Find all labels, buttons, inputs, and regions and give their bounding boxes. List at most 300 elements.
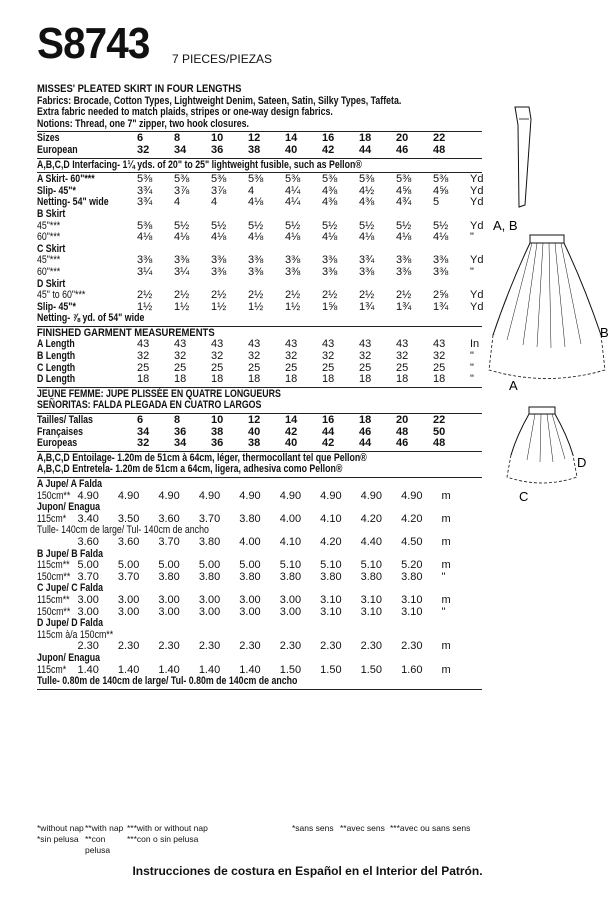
table-row [37,174,500,186]
table-cell: 5⅜ [137,219,153,232]
table-cell: 4.90 [77,489,99,502]
row-label: 115cm à/a 150cm** [37,628,114,641]
table-cell: 2.30 [198,640,221,653]
table-cell: 25 [396,361,409,374]
table-cell: 3.60 [158,512,180,525]
table-cell: 3.00 [239,593,261,606]
unit-cell: " [470,265,474,278]
table-cell: 2.30 [360,640,383,653]
yardage-table [37,174,500,313]
table-cell: 3.10 [401,605,423,618]
table-cell: 25 [285,361,298,374]
table-cell: 43 [285,338,298,351]
table-cell: 38 [211,425,224,438]
table-cell: 36 [174,425,187,438]
finished-table [37,339,500,385]
table-cell: 4⅛ [322,231,338,244]
table-row [37,209,500,221]
table-row [37,653,482,665]
unit-cell: " [470,350,474,363]
table-cell: 3.10 [320,605,342,618]
table-cell: 4.90 [401,489,423,502]
row-label: C Length [37,361,76,374]
table-cell: 1.40 [239,663,261,676]
table-cell: 1½ [137,300,153,313]
row-label: 150cm** [37,570,71,583]
footnote: **avec sens [340,823,385,833]
table-cell: 2⅝ [433,289,449,302]
pattern-number: S8743 [37,19,150,68]
table-cell: 10 [211,132,224,145]
row-label: Netting- 54" wide [37,196,109,209]
table-cell: 4⅜ [322,184,338,197]
row-label: 60"*** [37,265,61,278]
table-cell: 5⅜ [359,173,375,186]
table-cell: 50 [433,425,446,438]
table-cell: 4.10 [320,512,342,525]
table-cell: 18 [285,373,298,386]
unit-cell: " [441,570,446,583]
table-cell: 8 [174,132,181,145]
unit-cell: Yd [470,219,484,232]
table-row [37,197,500,209]
table-cell: 4.20 [401,512,423,525]
row-label: Françaises [37,425,83,438]
row-label: 115cm** [37,593,70,606]
unit-cell: m [441,535,451,548]
metric-yardage-table [37,479,482,676]
unit-cell: Yd [470,254,484,267]
row-label: 45" to 60"*** [37,289,86,302]
row-label: D Jupe/ D Falda [37,617,104,630]
fabrics-note: Extra fabric needed to match plaids, stripes or one-way design fabrics. [37,106,333,119]
table-cell: 5.00 [117,559,140,572]
table-cell: 3¾ [137,196,153,209]
table-cell: 43 [322,338,335,351]
table-row [37,607,482,619]
table-cell: 1.40 [198,663,221,676]
table-cell: 5⅜ [285,173,301,186]
table-cell: 3⅜ [433,265,449,278]
row-label: 115cm** [37,559,70,572]
table-cell: 3.50 [117,512,140,525]
table-cell: 4¼ [285,184,301,197]
table-cell: 1¾ [396,300,412,313]
table-cell: 16 [322,132,335,145]
table-cell: 5½ [359,219,375,232]
table-row [37,560,482,572]
table-cell: 3⅜ [248,254,264,267]
table-cell: 1.40 [77,663,99,676]
table-cell: 46 [396,437,409,450]
table-row [37,232,500,244]
table-cell: 4½ [359,184,375,197]
unit-cell: Yd [470,196,484,209]
table-cell: 4.90 [320,489,342,502]
table-cell: 43 [433,338,446,351]
table-cell: 38 [248,437,261,450]
table-cell: 5.00 [77,559,99,572]
table-cell: 3⅜ [396,265,412,278]
table-cell: 25 [211,361,224,374]
table-cell: 4 [248,184,255,197]
row-label: D Length [37,373,76,386]
table-cell: 32 [137,350,150,363]
unit-cell: " [470,373,474,386]
table-cell: 4⅛ [396,231,412,244]
table-cell: 3.70 [198,512,221,525]
table-cell: 5.00 [158,559,180,572]
table-cell: 3¼ [174,265,190,278]
table-cell: 1½ [285,300,301,313]
table-cell: 3.10 [360,593,383,606]
table-cell: 10 [211,414,224,427]
footnotes-en [37,823,482,834]
unit-cell: m [441,559,451,572]
table-cell: 3.00 [158,593,180,606]
table-cell: 3¼ [137,265,153,278]
table-cell: 3⅜ [137,254,153,267]
table-cell: 18 [396,373,409,386]
table-cell: 4⅜ [322,196,338,209]
unit-cell: m [441,512,451,525]
table-cell: 3.10 [320,593,342,606]
table-cell: 1½ [211,300,227,313]
table-cell: 3.80 [401,570,423,583]
header [37,19,273,82]
table-cell: 3.60 [77,535,99,548]
table-cell: 25 [359,361,372,374]
row-label: 60"*** [37,231,61,244]
row-label: Slip- 45"* [37,300,76,313]
table-cell: 4¼ [285,196,301,209]
table-cell: 22 [433,132,446,145]
unit-cell: Yd [470,173,484,186]
table-cell: 43 [137,338,150,351]
row-label: European [37,143,78,156]
unit-cell: Yd [470,184,484,197]
table-cell: 2½ [211,289,227,302]
table-cell: 20 [396,132,409,145]
table-row [37,572,482,584]
row-label: 45"*** [37,219,61,232]
skirt-illustrations [485,95,610,515]
table-row [37,537,482,549]
table-cell: 3⅜ [322,265,338,278]
table-cell: 1¾ [433,300,449,313]
europeas-row [37,438,500,450]
sizes-row [37,133,500,145]
table-row [37,267,500,279]
unit-cell: Yd [470,300,484,313]
table-cell: 2½ [396,289,412,302]
table-cell: 32 [248,350,261,363]
footnotes [37,823,482,856]
long-skirt-illustration [489,235,605,379]
label-d: D [577,455,587,470]
table-cell: 5½ [174,219,190,232]
table-cell: 4.20 [360,512,383,525]
row-label: D Skirt [37,277,66,290]
table-cell: 3⅜ [433,254,449,267]
table-cell: 1.50 [360,663,383,676]
table-cell: 5½ [285,219,301,232]
table-cell: 3.80 [198,535,221,548]
table-cell: 46 [396,143,409,156]
table-cell: 32 [433,350,446,363]
row-label: Europeas [37,437,78,450]
spanish-title: SEÑORITAS: FALDA PLEGADA EN CUATRO LARGOS [37,399,262,412]
table-cell: 5½ [322,219,338,232]
row-label: 150cm** [37,489,71,502]
table-cell: 42 [322,143,335,156]
table-cell: 25 [248,361,261,374]
table-cell: 32 [322,350,335,363]
table-cell: 4⅝ [433,184,449,197]
table-cell: 2½ [137,289,153,302]
table-cell: 2.30 [320,640,342,653]
table-cell: 5½ [433,219,449,232]
table-cell: 4⅝ [396,184,412,197]
table-cell: 3.00 [117,593,140,606]
table-cell: 43 [248,338,261,351]
table-cell: 4.00 [279,512,302,525]
table-cell: 43 [211,338,224,351]
table-cell: 2½ [174,289,190,302]
table-cell: 5⅜ [322,173,338,186]
table-cell: 3.70 [117,570,140,583]
unit-cell: In [470,338,480,351]
unit-cell: " [470,231,474,244]
table-row [37,491,482,503]
table-cell: 4⅛ [285,231,301,244]
table-cell: 2.30 [279,640,302,653]
footnote: ***avec ou sans sens [390,823,471,833]
tailles-row [37,415,500,427]
table-cell: 2½ [359,289,375,302]
table-cell: 3⅜ [359,265,375,278]
table-cell: 12 [248,414,261,427]
table-cell: 4⅛ [211,231,227,244]
table-cell: 4.00 [239,535,261,548]
row-label: Tailles/ Tallas [37,414,93,427]
table-cell: 1.60 [401,663,423,676]
footnote: ***con o sin pelusa [127,834,199,844]
table-cell: 42 [285,425,298,438]
table-cell: 4.90 [279,489,302,502]
table-cell: 3.80 [239,512,261,525]
footnote: *without nap [37,823,84,833]
table-cell: 3.00 [279,593,302,606]
table-cell: 3¾ [137,184,153,197]
unit-cell: m [441,489,451,502]
table-row [37,641,482,653]
table-cell: 3.10 [401,593,423,606]
row-label: Sizes [37,132,60,145]
table-cell: 1.50 [320,663,342,676]
english-title: MISSES' PLEATED SKIRT IN FOUR LENGTHS [37,83,242,95]
footnote: **with nap [85,823,124,833]
table-cell: 3⅜ [174,254,190,267]
table-cell: 32 [137,437,150,450]
table-cell: 5⅜ [174,173,190,186]
interfacing-text: A,B,C,D Interfacing- 1¼ yds. of 20" to 25" lightweight fusible, such as Pellon® [37,158,362,171]
table-cell: 3.40 [77,512,99,525]
table-cell: 3.70 [158,535,180,548]
table-cell: 5⅜ [433,173,449,186]
table-cell: 32 [285,350,298,363]
table-cell: 4⅛ [174,231,190,244]
table-cell: 5⅜ [396,173,412,186]
row-label: B Jupe/ B Falda [37,547,104,560]
row-label: 115cm* [37,663,67,676]
table-cell: 43 [396,338,409,351]
table-row [37,374,500,386]
row-label: A Jupe/ A Falda [37,478,103,490]
table-cell: 5.20 [401,559,423,572]
table-cell: 36 [211,143,224,156]
unit-cell: Yd [470,289,484,302]
entretela-text: A,B,C,D Entretela- 1.20m de 51cm a 64cm, ligera, adhesiva como Pellon® [37,463,343,476]
table-cell: 6 [137,132,144,145]
table-cell: 18 [137,373,150,386]
table-cell: 14 [285,414,298,427]
metric-size-table [37,415,500,450]
table-row [37,351,500,363]
table-row [37,255,500,267]
table-cell: 4⅛ [433,231,449,244]
table-cell: 4.50 [401,535,423,548]
table-cell: 4.90 [158,489,180,502]
table-cell: 5½ [211,219,227,232]
table-cell: 6 [137,414,144,427]
spanish-instructions-note: Instrucciones de costura en Español en el Interior del Patrón. [132,864,483,878]
label-b: B [600,325,609,340]
table-cell: 4.90 [117,489,140,502]
footnote: *sin pelusa [37,834,79,844]
table-cell: 2.30 [117,640,140,653]
fabrics-text: Fabrics: Brocade, Cotton Types, Lightweight Denim, Sateen, Satin, Silky Types, Taffeta. [37,94,402,107]
table-cell: 5.00 [239,559,261,572]
row-label: C Jupe/ C Falda [37,582,104,595]
table-cell: 3⅜ [285,254,301,267]
table-cell: 4.90 [360,489,383,502]
table-cell: 5⅜ [137,173,153,186]
netting-d-text: Netting- ⅞ yd. of 54" wide [37,312,145,325]
table-cell: 4¾ [396,196,412,209]
table-cell: 34 [174,143,187,156]
table-cell: 44 [359,437,372,450]
table-cell: 32 [211,350,224,363]
table-cell: 5½ [396,219,412,232]
table-cell: 3.80 [360,570,383,583]
table-cell: 1½ [248,300,264,313]
table-cell: 48 [433,437,446,450]
table-cell: 5⅜ [211,173,227,186]
french-title: JEUNE FEMME: JUPE PLISSÉE EN QUATRE LONGUEURS [37,387,281,400]
entoilage-text: A,B,C,D Entoilage- 1.20m de 51cm à 64cm, léger, thermocollant tel que Pellon® [37,451,367,464]
table-cell: 3.80 [158,570,180,583]
short-skirt-illustration [507,407,577,483]
table-cell: 25 [433,361,446,374]
notions-text: Notions: Thread, one 7" zipper, two hook closures. [37,117,249,130]
table-cell: 4 [174,196,181,209]
row-label: Jupon/ Enagua [37,651,101,664]
table-cell: 16 [322,414,335,427]
row-label: Jupon/ Enagua [37,501,101,514]
table-cell: 3¾ [359,254,375,267]
table-cell: 3⅜ [322,254,338,267]
table-cell: 3.00 [158,605,180,618]
table-cell: 2.30 [77,640,99,653]
table-cell: 4.20 [320,535,342,548]
table-cell: 18 [248,373,261,386]
table-cell: 1¾ [359,300,375,313]
footnote: **con pelusa [85,834,111,855]
unit-cell: m [441,663,451,676]
table-cell: 44 [359,143,372,156]
table-cell: 18 [359,414,372,427]
table-cell: 42 [322,437,335,450]
table-cell: 4⅛ [248,231,264,244]
table-cell: 2.30 [401,640,423,653]
table-cell: 18 [322,373,335,386]
table-cell: 43 [359,338,372,351]
table-cell: 5½ [248,219,264,232]
finished-title: FINISHED GARMENT MEASUREMENTS [37,326,215,339]
table-cell: 2.30 [239,640,261,653]
table-cell: 3.80 [279,570,302,583]
table-cell: 18 [174,373,187,386]
row-label: B Skirt [37,207,66,220]
table-row [37,244,500,256]
table-cell: 4⅜ [359,196,375,209]
row-label: A Skirt- 60"*** [37,173,95,186]
table-cell: 36 [211,437,224,450]
row-label: B Length [37,350,76,363]
table-row [37,290,500,302]
table-cell: 43 [174,338,187,351]
footnote: ***with or without nap [127,823,208,833]
table-cell: 1.50 [279,663,302,676]
row-label: 150cm** [37,605,71,618]
table-row [37,479,482,491]
table-cell: 4⅛ [359,231,375,244]
table-cell: 5.10 [279,559,302,572]
table-cell: 32 [174,350,187,363]
table-row [37,221,500,233]
table-cell: 4.10 [279,535,302,548]
table-cell: 4.90 [198,489,221,502]
table-row [37,363,500,375]
table-cell: 1⅝ [322,300,338,313]
size-table [37,133,500,156]
table-cell: 3.00 [198,593,221,606]
table-row [37,339,500,351]
table-cell: 3.10 [360,605,383,618]
table-cell: 40 [248,425,261,438]
table-cell: 4.90 [239,489,261,502]
table-cell: 34 [137,425,150,438]
row-label: 45"*** [37,254,61,267]
table-cell: 8 [174,414,181,427]
label-c: C [519,489,529,504]
table-cell: 12 [248,132,261,145]
table-cell: 3.00 [117,605,140,618]
table-cell: 32 [396,350,409,363]
table-cell: 25 [174,361,187,374]
table-cell: 25 [322,361,335,374]
